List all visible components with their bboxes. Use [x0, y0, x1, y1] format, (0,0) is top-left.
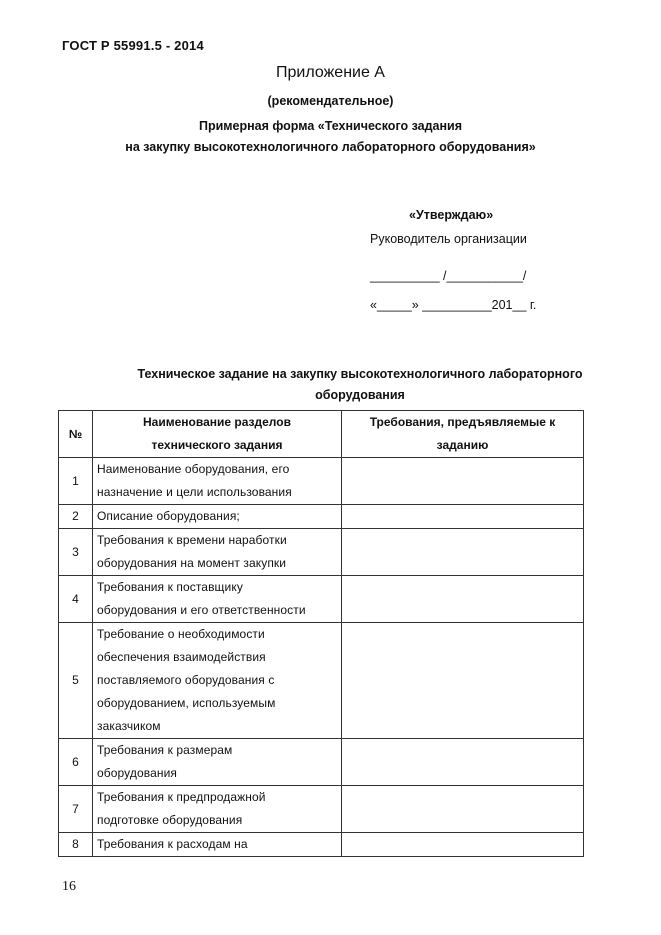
row-number: 6 — [59, 739, 93, 786]
row-section-name-line: Требования к размерам — [97, 743, 233, 757]
table-row — [59, 576, 584, 623]
row-section-name — [93, 739, 342, 786]
table-row — [59, 505, 584, 529]
row-section-name-line: оборудованием, используемым — [97, 696, 276, 710]
row-section-name — [93, 529, 342, 576]
annex-subtitle-line2: на закупку высокотехнологичного лабораторного оборудования» — [125, 140, 536, 154]
approval-signature-line: __________ /___________/ — [370, 269, 527, 283]
row-requirements — [342, 458, 584, 505]
row-requirements — [342, 623, 584, 739]
row-requirements — [342, 529, 584, 576]
row-section-name-line: Требования к поставщику — [97, 580, 243, 594]
row-requirements — [342, 505, 584, 529]
row-section-name-line: Требования к расходам на — [97, 837, 248, 851]
row-section-name-line: Требования к предпродажной — [97, 790, 266, 804]
row-section-name-line: Требование о необходимости — [97, 627, 265, 641]
row-number: 2 — [59, 505, 93, 529]
row-section-name-line: Требования к времени наработки — [97, 533, 287, 547]
row-section-name-line: Наименование оборудования, его — [97, 462, 290, 476]
row-section-name-line: оборудования на момент закупки — [97, 556, 287, 570]
row-section-name-line: подготовке оборудования — [97, 813, 243, 827]
table-row — [59, 623, 584, 739]
row-section-name — [93, 505, 342, 529]
row-number: 7 — [59, 786, 93, 833]
spec-title-line2: оборудования — [315, 388, 405, 402]
row-requirements — [342, 576, 584, 623]
table-header-row — [59, 411, 584, 458]
row-number: 8 — [59, 833, 93, 857]
row-section-name-line: оборудования — [97, 766, 177, 780]
row-section-name-line: оборудования и его ответственности — [97, 603, 306, 617]
header-requirements-line2: заданию — [436, 438, 489, 452]
approval-title: «Утверждаю» — [409, 208, 494, 222]
row-number: 4 — [59, 576, 93, 623]
table-row — [59, 739, 584, 786]
header-num: № — [59, 411, 93, 458]
annex-subtitle-line1: Примерная форма «Технического задания — [198, 119, 463, 133]
standard-number: ГОСТ Р 55991.5 - 2014 — [62, 38, 204, 53]
row-number: 1 — [59, 458, 93, 505]
annex-status: (рекомендательное) — [267, 94, 394, 108]
header-section-name — [93, 411, 342, 458]
table-row — [59, 529, 584, 576]
page-number: 16 — [62, 879, 76, 894]
row-section-name — [93, 623, 342, 739]
header-requirements — [342, 411, 584, 458]
row-number: 5 — [59, 623, 93, 739]
table-row — [59, 786, 584, 833]
row-section-name — [93, 458, 342, 505]
approval-date-line: «_____» __________201__ г. — [370, 298, 537, 312]
row-requirements — [342, 786, 584, 833]
table-row — [59, 833, 584, 857]
row-requirements — [342, 833, 584, 857]
row-requirements — [342, 739, 584, 786]
row-section-name-line: заказчиком — [97, 719, 161, 733]
spec-title — [60, 364, 660, 406]
spec-title-line1: Техническое задание на закупку высокотехнологичного лабораторного — [137, 367, 583, 381]
row-section-name-line: обеспечения взаимодействия — [97, 650, 266, 664]
row-section-name — [93, 833, 342, 857]
header-section-name-line2: технического задания — [151, 438, 283, 452]
requirements-table — [58, 410, 584, 857]
header-section-name-line1: Наименование разделов — [143, 415, 291, 429]
header-requirements-line1: Требования, предъявляемые к — [369, 415, 556, 429]
row-number: 3 — [59, 529, 93, 576]
row-section-name — [93, 786, 342, 833]
approval-role: Руководитель организации — [370, 232, 527, 246]
row-section-name-line: Описание оборудования; — [97, 509, 240, 523]
annex-title: Приложение А — [276, 64, 385, 81]
row-section-name — [93, 576, 342, 623]
row-section-name-line: поставляемого оборудования с — [97, 673, 275, 687]
table-row — [59, 458, 584, 505]
row-section-name-line: назначение и цели использования — [97, 485, 292, 499]
